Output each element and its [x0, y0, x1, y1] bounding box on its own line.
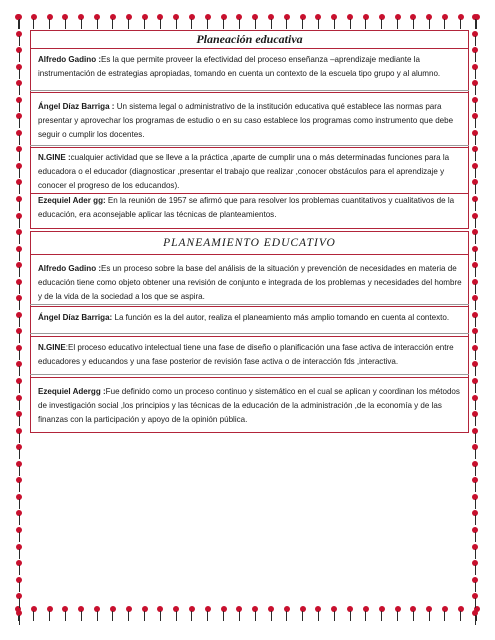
entry-alfredo-2	[38, 262, 466, 303]
pushpin-icon	[15, 328, 23, 344]
pushpin-icon	[362, 14, 370, 30]
pushpin-icon	[15, 246, 23, 262]
pushpin-icon	[156, 14, 164, 30]
divider	[30, 304, 469, 305]
entry-ader-2	[38, 385, 466, 426]
pushpin-icon	[457, 14, 465, 30]
pushpin-icon	[15, 428, 23, 444]
pushpin-icon	[471, 610, 479, 626]
pushpin-icon	[15, 146, 23, 162]
entry-author: Ezequiel Ader gg:	[38, 196, 106, 205]
pushpin-icon	[283, 14, 291, 30]
section2-title: PLANEAMIENTO EDUCATIVO	[163, 237, 336, 249]
pushpin-icon	[15, 378, 23, 394]
entry-text: Fue definido como un proceso continuo y sistemático en el cual se aplican y coordinan los métodos de investigación social ,los principios y las técnicas de la educación de la administración ,de la economía y de las finanzas con la participación y apoyo de la opinión pública.	[38, 387, 460, 424]
pushpin-icon	[93, 606, 101, 622]
pushpin-icon	[235, 14, 243, 30]
divider	[30, 306, 469, 307]
title-box	[30, 30, 469, 49]
entry-author: Ángel Díaz Barriga	[38, 102, 110, 111]
pushpin-icon	[471, 328, 479, 344]
pushpin-icon	[15, 80, 23, 96]
pushpin-icon	[471, 295, 479, 311]
pushpin-icon	[15, 477, 23, 493]
entry-author: Ezequiel Adergg :	[38, 387, 106, 396]
pushpin-icon	[471, 593, 479, 609]
pushpin-icon	[15, 14, 23, 30]
divider	[30, 92, 469, 93]
entry-alfredo-1	[38, 53, 466, 81]
pushpin-icon	[471, 31, 479, 47]
pushpin-icon	[314, 14, 322, 30]
pushpin-icon	[141, 14, 149, 30]
pushpin-icon	[267, 606, 275, 622]
entry-text: cualquier actividad que se lleve a la práctica ,aparte de cumplir una o más determinadas funciones para la educadora o el educador (diagnosticar ,presentar el trabajo que realizar ,conocer obstáculos para el aprendizaje y conocer el progreso de los educandos).	[38, 153, 450, 190]
pushpin-icon	[409, 606, 417, 622]
pushpin-icon	[471, 196, 479, 212]
pushpin-icon	[46, 606, 54, 622]
pushpin-icon	[15, 444, 23, 460]
pushpin-icon	[471, 279, 479, 295]
pushpin-icon	[204, 606, 212, 622]
pushpin-icon	[314, 606, 322, 622]
pushpin-icon	[471, 477, 479, 493]
divider	[30, 145, 469, 146]
entry-sep: :	[96, 264, 102, 273]
pushpin-icon	[471, 64, 479, 80]
pushpin-icon	[346, 14, 354, 30]
pushpin-icon	[15, 461, 23, 477]
entry-author: Alfredo Gadino	[38, 264, 97, 273]
pushpin-icon	[156, 606, 164, 622]
entry-text: Es la que permite proveer la efectividad del proceso enseñanza –aprendizaje mediante la instrumentación de estrategias apropiadas, tomando en cuenta un contexto de la escuela tipo grupo y al alumno.	[38, 55, 441, 78]
section2-title-box	[30, 231, 469, 255]
pushpin-icon	[394, 606, 402, 622]
entry-sep: :	[65, 343, 68, 352]
pushpin-icon	[299, 14, 307, 30]
pushpin-icon	[471, 113, 479, 129]
pushpin-icon	[109, 606, 117, 622]
pushpin-icon	[471, 510, 479, 526]
entry-text: El proceso educativo intelectual tiene una fase de diseño o planificación una fase activa de interacción entre educadores y educandos y una fase posterior de revisión fase activa o de interacción fds ,interactiva.	[38, 343, 454, 366]
pushpin-icon	[471, 361, 479, 377]
entry-sep: :	[65, 153, 71, 162]
pushpin-icon	[15, 395, 23, 411]
pushpin-icon	[15, 577, 23, 593]
pushpin-icon	[15, 229, 23, 245]
left-pin-border	[12, 14, 26, 626]
divider	[30, 147, 469, 148]
pushpin-icon	[299, 606, 307, 622]
pushpin-icon	[378, 14, 386, 30]
divider	[30, 377, 469, 378]
pushpin-icon	[15, 262, 23, 278]
pushpin-icon	[15, 593, 23, 609]
pushpin-icon	[425, 14, 433, 30]
pushpin-icon	[15, 411, 23, 427]
pushpin-icon	[15, 312, 23, 328]
pushpin-icon	[471, 146, 479, 162]
pushpin-icon	[471, 494, 479, 510]
pushpin-icon	[77, 606, 85, 622]
divider	[30, 90, 469, 91]
pushpin-icon	[172, 606, 180, 622]
pushpin-icon	[188, 14, 196, 30]
pushpin-icon	[15, 113, 23, 129]
right-pin-border	[468, 14, 482, 626]
pushpin-icon	[15, 295, 23, 311]
pushpin-icon	[251, 14, 259, 30]
pushpin-icon	[471, 179, 479, 195]
pushpin-icon	[471, 461, 479, 477]
pushpin-icon	[441, 14, 449, 30]
pushpin-icon	[188, 606, 196, 622]
pushpin-icon	[471, 577, 479, 593]
pushpin-icon	[394, 14, 402, 30]
entry-text: Un sistema legal o administrativo de la institución educativa qué establece las normas para presentar y aprovechar los programas de estudio o en su caso establece los programas como instrumento que debe seguir o cumplir los docentes.	[38, 102, 454, 139]
pushpin-icon	[204, 14, 212, 30]
pushpin-icon	[409, 14, 417, 30]
pushpin-icon	[471, 560, 479, 576]
pushpin-icon	[457, 606, 465, 622]
pushpin-icon	[15, 47, 23, 63]
page-title: Planeación educativa	[196, 32, 303, 46]
bottom-pin-border	[14, 606, 481, 628]
pushpin-icon	[471, 411, 479, 427]
pushpin-icon	[220, 14, 228, 30]
entry-author: N.GINE	[38, 343, 66, 352]
pushpin-icon	[471, 213, 479, 229]
pushpin-icon	[471, 312, 479, 328]
pushpin-icon	[125, 14, 133, 30]
entry-text: La función es la del autor, realiza el planeamiento más amplio tomando en cuenta al contexto.	[112, 313, 450, 322]
pushpin-icon	[235, 606, 243, 622]
entry-sep: :	[96, 55, 102, 64]
pushpin-icon	[220, 606, 228, 622]
pushpin-icon	[330, 606, 338, 622]
pushpin-icon	[441, 606, 449, 622]
pushpin-icon	[15, 97, 23, 113]
pushpin-icon	[15, 64, 23, 80]
pushpin-icon	[471, 345, 479, 361]
pushpin-icon	[378, 606, 386, 622]
entry-gine-1	[38, 151, 466, 192]
divider	[30, 374, 469, 375]
pushpin-icon	[15, 527, 23, 543]
pushpin-icon	[267, 14, 275, 30]
entry-author: Alfredo Gadino	[38, 55, 97, 64]
divider	[30, 333, 469, 334]
pushpin-icon	[15, 179, 23, 195]
pushpin-icon	[61, 606, 69, 622]
pushpin-icon	[46, 14, 54, 30]
pushpin-icon	[471, 246, 479, 262]
pushpin-icon	[471, 130, 479, 146]
pushpin-icon	[471, 544, 479, 560]
entry-diaz-1	[38, 100, 466, 141]
pushpin-icon	[93, 14, 101, 30]
pushpin-icon	[15, 213, 23, 229]
pushpin-icon	[61, 14, 69, 30]
pushpin-icon	[471, 97, 479, 113]
pushpin-icon	[471, 395, 479, 411]
entry-text: En la reunión de 1957 se afirmó que para resolver los problemas cuantitativos y cualitativos de la educación, era aconsejable aplicar las técnicas de planteamientos.	[38, 196, 455, 219]
pushpin-icon	[109, 14, 117, 30]
pushpin-icon	[283, 606, 291, 622]
entry-ader-1	[38, 194, 466, 222]
pushpin-icon	[471, 163, 479, 179]
pushpin-icon	[15, 494, 23, 510]
pushpin-icon	[141, 606, 149, 622]
pushpin-icon	[471, 444, 479, 460]
pushpin-icon	[425, 606, 433, 622]
entry-diaz-2	[38, 311, 466, 325]
pushpin-icon	[471, 378, 479, 394]
pushpin-icon	[15, 544, 23, 560]
pushpin-icon	[15, 196, 23, 212]
pushpin-icon	[15, 279, 23, 295]
pushpin-icon	[471, 527, 479, 543]
pushpin-icon	[30, 606, 38, 622]
pushpin-icon	[125, 606, 133, 622]
entry-text: Es un proceso sobre la base del análisis de la situación y prevención de necesidades en materia de educación tiene como objeto obtener una revisión de conjunto e integrada de los problemas y necesidades del hombre y de la vida de la sociedad a los que se aspira.	[38, 264, 462, 301]
pushpin-icon	[330, 14, 338, 30]
entry-sep: :	[109, 313, 113, 322]
pushpin-icon	[471, 262, 479, 278]
pushpin-icon	[15, 560, 23, 576]
pushpin-icon	[15, 31, 23, 47]
pushpin-icon	[15, 610, 23, 626]
pushpin-icon	[471, 80, 479, 96]
pushpin-icon	[471, 229, 479, 245]
pushpin-icon	[15, 361, 23, 377]
pushpin-icon	[15, 130, 23, 146]
pushpin-icon	[15, 345, 23, 361]
pushpin-icon	[471, 14, 479, 30]
pushpin-icon	[362, 606, 370, 622]
pushpin-icon	[77, 14, 85, 30]
pushpin-icon	[346, 606, 354, 622]
entry-gine-2	[38, 341, 466, 369]
entry-sep: :	[109, 102, 115, 111]
pushpin-icon	[15, 163, 23, 179]
pushpin-icon	[15, 510, 23, 526]
divider	[30, 336, 469, 337]
entry-author: Ángel Díaz Barriga	[38, 313, 110, 322]
pushpin-icon	[471, 47, 479, 63]
pushpin-icon	[251, 606, 259, 622]
pushpin-icon	[471, 428, 479, 444]
pushpin-icon	[30, 14, 38, 30]
pushpin-icon	[172, 14, 180, 30]
entry-author: N.GINE	[38, 153, 66, 162]
